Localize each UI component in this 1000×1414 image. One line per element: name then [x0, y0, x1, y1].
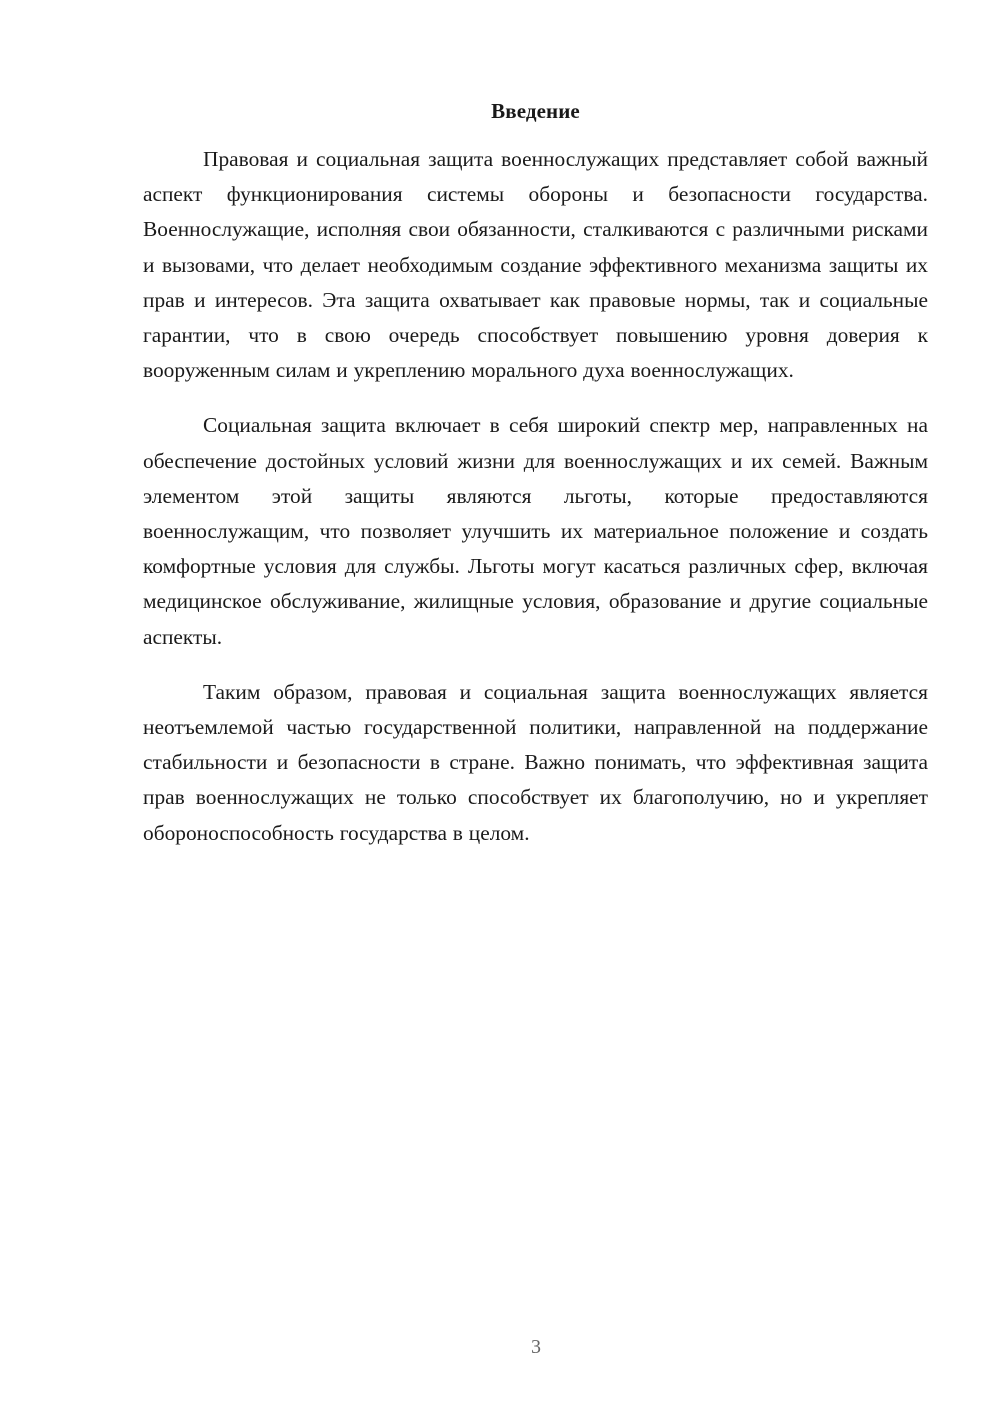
page-title: Введение	[491, 99, 580, 123]
paragraph-2: Социальная защита включает в себя широкий спектр мер, направленных на обеспечение достойных условий жизни для военнослужащих и их семей. Важным элементом этой защиты являются льготы, которые предоставляются военнослужащим, что позволяет улучшить их материальное положение и создать комфортные условия для службы. Льготы могут касаться различных сфер, включая медицинское обслуживание, жилищные условия, образование и другие социальные аспекты.	[143, 413, 928, 649]
page-number: 3	[531, 1336, 541, 1358]
page-content	[143, 96, 928, 871]
paragraph-1: Правовая и социальная защита военнослужащих представляет собой важный аспект функционирования системы обороны и безопасности государства. Военнослужащие, исполняя свои обязанности, сталкиваются с различными рисками и вызовами, что делает необходимым создание эффективного механизма защиты их прав и интересов. Эта защита охватывает как правовые нормы, так и социальные гарантии, что в свою очередь способствует повышению уровня доверия к вооруженным силам и укреплению морального духа военнослужащих.	[143, 147, 928, 383]
paragraph-3: Таким образом, правовая и социальная защита военнослужащих является неотъемлемой частью государственной политики, направленной на поддержание стабильности и безопасности в стране. Важно понимать, что эффективная защита прав военнослужащих не только способствует их благополучию, но и укрепляет обороноспособность государства в целом.	[143, 679, 928, 845]
